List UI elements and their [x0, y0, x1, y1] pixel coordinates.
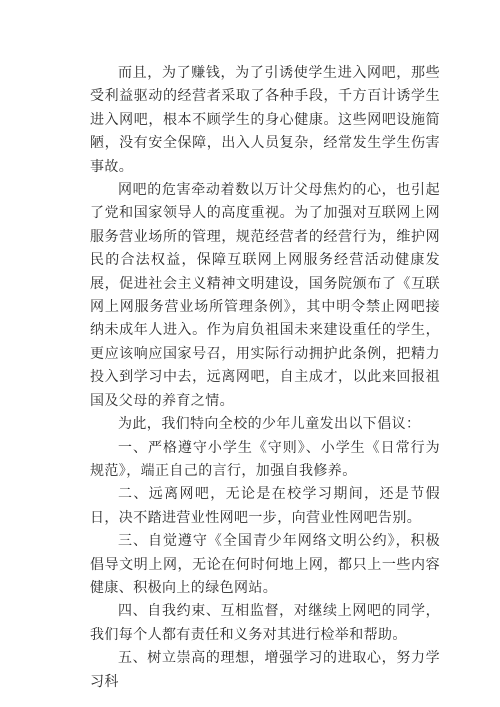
document-body	[90, 62, 440, 694]
proposal-item-1: 一、严格遵守小学生《守则》、小学生《日常行为规范》，端正自己的言行，加强自我修养。	[90, 439, 440, 479]
paragraph-state-regulation: 网吧的危害牵动着数以万计父母焦灼的心，也引起了党和国家领导人的高度重视。为了加强对互联网上网服务营业场所的管理，规范经营者的经营行为，维护网民的合法权益，保障互联网上网服务经营活动健康发展，促进社会主义精神文明建设，国务院颁布了《互联网上网服务营业场所管理条例》，其中明令禁止网吧接纳未成年人进入。作为肩负祖国未来建设重任的学生，更应该响应国家号召，用实际行动拥护此条例，把精力投入到学习中去，远离网吧，自主成才，以此来回报祖国及父母的养育之情。	[90, 182, 440, 409]
paragraph-proposal-intro: 为此，我们特向全校的少年儿童发出以下倡议：	[118, 416, 421, 433]
proposal-item-2: 二、远离网吧，无论是在校学习期间，还是节假日，决不踏进营业性网吧一步，向营业性网吧告别。	[90, 486, 440, 526]
proposal-item-4: 四、自我约束、互相监督，对继续上网吧的同学，我们每个人都有责任和义务对其进行检举和帮助。	[90, 603, 440, 643]
proposal-item-5: 五、树立崇高的理想，增强学习的进取心，努力学习科	[90, 650, 440, 690]
proposal-item-3: 三、自觉遵守《全国青少年网络文明公约》，积极倡导文明上网，无论在何时何地上网，都只上一些内容健康、积极向上的绿色网站。	[90, 533, 440, 596]
paragraph-profit-driven-operators: 而且，为了赚钱，为了引诱使学生进入网吧，那些受利益驱动的经营者采取了各种手段，千方百计诱学生进入网吧，根本不顾学生的身心健康。这些网吧设施简陋，没有安全保障，出入人员复杂，经常发生学生伤害事故。	[90, 65, 440, 175]
